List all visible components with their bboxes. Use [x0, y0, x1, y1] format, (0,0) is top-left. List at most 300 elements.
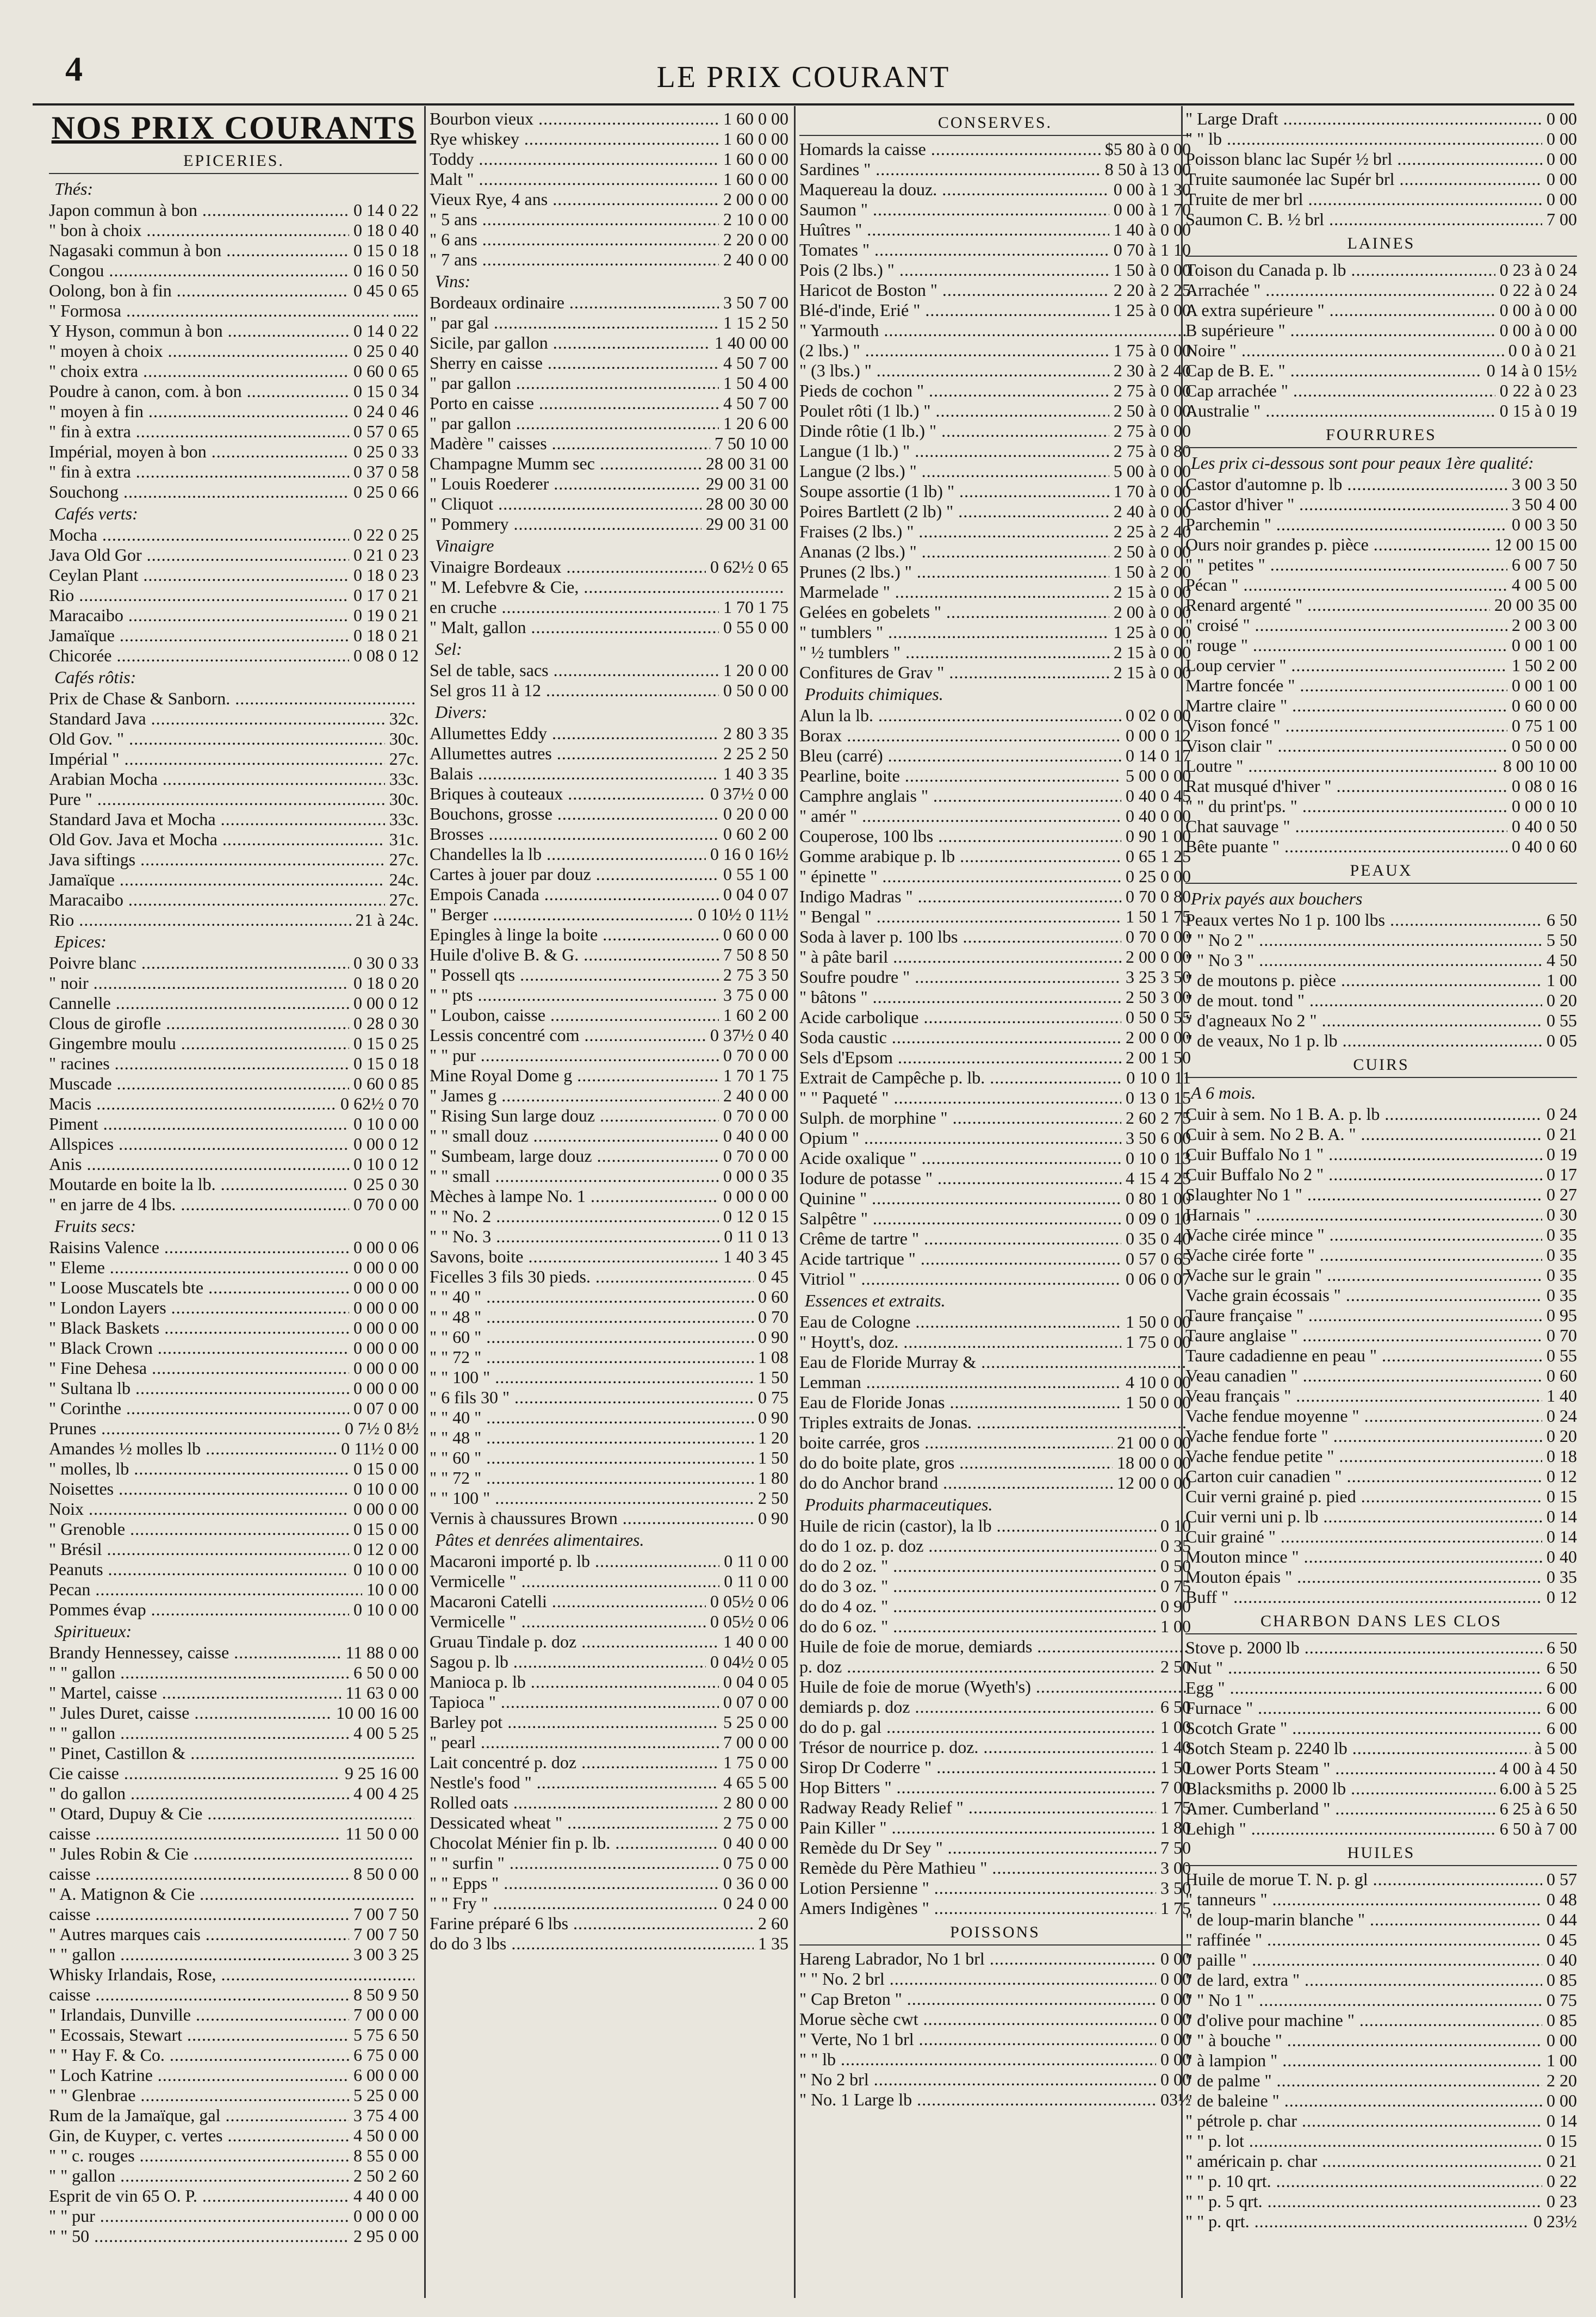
- item-name: Bordeaux ordinaire .....: [430, 293, 719, 313]
- item-name: Couperose, 100 lbs .....: [799, 826, 1121, 846]
- subsection-heading: Essences et extraits.: [805, 1291, 946, 1310]
- item-name: Opium " .....: [799, 1128, 1121, 1148]
- item-name: Sotch Steam p. 2240 lb .....: [1185, 1738, 1530, 1758]
- item-name: Vernis à chaussures Brown .....: [430, 1508, 754, 1528]
- price-row: [430, 824, 788, 844]
- price-row: [49, 1499, 419, 1519]
- item-price: 2 75 à 0 00: [1113, 421, 1191, 441]
- item-name: Sagou p. lb .....: [430, 1652, 706, 1672]
- item-price: 0 90: [758, 1327, 788, 1347]
- item-name: " Hoytt's, doz. .....: [799, 1332, 1121, 1352]
- item-name: Huile de foie de morue (Wyeth's) .....: [799, 1677, 1187, 1697]
- item-price: 0 10 0 00: [353, 1114, 419, 1133]
- item-price: 0 65 1 25: [1126, 846, 1191, 866]
- item-name: " fin à extra .....: [49, 422, 349, 442]
- price-row: [799, 1148, 1191, 1168]
- item-name: Blé-d'inde, Erié " .....: [799, 300, 1109, 320]
- item-name: Cuir verni uni p. lb .....: [1185, 1507, 1542, 1527]
- item-price: 2 00 0 00: [1126, 947, 1191, 967]
- column-1: [49, 109, 419, 2295]
- price-row: [799, 1757, 1191, 1777]
- price-row: [49, 1559, 419, 1579]
- item-price: 2 80 0 00: [723, 1793, 788, 1812]
- item-price: 0 60 0 00: [1512, 696, 1577, 715]
- item-price: 0 07 0 00: [353, 1398, 419, 1418]
- item-price: 5 25 0 00: [353, 2085, 419, 2105]
- price-row: [799, 1969, 1191, 1989]
- price-row: [430, 1873, 788, 1893]
- item-name: Congou .....: [49, 261, 349, 281]
- price-row: [430, 1893, 788, 1913]
- item-name: Haricot de Boston " .....: [799, 280, 1109, 300]
- price-row: [430, 129, 788, 149]
- item-name: Soda à laver p. 100 lbs .....: [799, 927, 1121, 947]
- item-name: " Loubon, caisse .....: [430, 1005, 719, 1025]
- item-price: 0 16 0 16½: [710, 844, 788, 864]
- item-price: 1 75 0 00: [723, 1752, 788, 1772]
- item-price: 2 95 0 00: [353, 2226, 419, 2246]
- item-name: Nagasaki commun à bon .....: [49, 240, 349, 261]
- item-name: Acide carbolique .....: [799, 1007, 1121, 1027]
- item-name: Pearline, boite .....: [799, 766, 1121, 786]
- item-name: Cuir verni grainé p. pied .....: [1185, 1486, 1542, 1507]
- item-name: Brosses .....: [430, 824, 719, 844]
- item-name: Jamaïque .....: [49, 870, 385, 890]
- item-name: Amers Indigènes " .....: [799, 1898, 1156, 1918]
- item-price: 03½: [1160, 2090, 1191, 2109]
- item-name: Standard Java .....: [49, 709, 385, 729]
- item-name: Cuir Buffalo No 1 " .....: [1185, 1144, 1542, 1164]
- price-row: [799, 1027, 1191, 1048]
- item-price: 0 60 2 00: [723, 824, 788, 844]
- subsection-heading: Spiritueux:: [54, 1621, 132, 1641]
- item-price: 6 00: [1547, 1698, 1577, 1718]
- item-name: " Fine Dehesa .....: [49, 1358, 349, 1378]
- item-name: Quinine " .....: [799, 1188, 1121, 1209]
- price-row: [1185, 1950, 1577, 1970]
- price-row: [1185, 736, 1577, 756]
- item-name: Farine préparé 6 lbs .....: [430, 1913, 754, 1934]
- item-name: Bourbon vieux .....: [430, 109, 719, 129]
- price-row: [1185, 474, 1577, 494]
- item-price: 0 62½ 0 70: [340, 1094, 419, 1113]
- price-row: [430, 1086, 788, 1106]
- price-row: [799, 967, 1191, 987]
- price-row: [430, 1247, 788, 1267]
- section-heading: CONSERVES.: [799, 111, 1191, 136]
- price-row: [799, 766, 1191, 786]
- price-row: [799, 1858, 1191, 1878]
- item-name: Hop Bitters " .....: [799, 1777, 1156, 1798]
- item-price: 0 35: [1547, 1567, 1577, 1587]
- item-name: Oolong, bon à fin .....: [49, 281, 349, 301]
- item-price: 0 35 0 40: [1126, 1229, 1191, 1248]
- price-row: [799, 1372, 1191, 1392]
- price-row: [799, 381, 1191, 401]
- item-name: Veau français " .....: [1185, 1386, 1542, 1406]
- item-price: 1 50 1 75: [1126, 907, 1191, 926]
- item-name: " Jules Duret, caisse .....: [49, 1703, 332, 1723]
- item-name: Peanuts .....: [49, 1559, 349, 1579]
- price-row: [49, 1924, 419, 1944]
- item-price: 1 50 4 00: [723, 373, 788, 393]
- price-row: [430, 433, 788, 454]
- item-name: Rat musqué d'hiver " .....: [1185, 776, 1507, 796]
- item-name: Lotion Persienne " .....: [799, 1878, 1156, 1898]
- item-price: 0 14 0 22: [353, 200, 419, 220]
- item-price: 1 35: [758, 1934, 788, 1953]
- item-name: Vinaigre Bordeaux .....: [430, 557, 706, 577]
- item-price: 0 70 0 00: [723, 1146, 788, 1166]
- item-name: Pieds de cochon " .....: [799, 381, 1109, 401]
- item-price: 0 10: [1160, 1516, 1191, 1535]
- subsection-heading: Cafés verts:: [54, 504, 138, 523]
- item-name: Noire " .....: [1185, 340, 1504, 361]
- price-row: [49, 1174, 419, 1194]
- item-price: 1 50 2 00: [1512, 655, 1577, 675]
- item-name: Rum de la Jamaïque, gal .....: [49, 2105, 349, 2126]
- item-name: Peaux vertes No 1 p. 100 lbs .....: [1185, 910, 1542, 930]
- price-row: [430, 764, 788, 784]
- item-price: [414, 1884, 419, 1904]
- item-price: 0 19: [1547, 1144, 1577, 1164]
- price-row: [1185, 189, 1577, 209]
- item-price: 2 75 3 50: [723, 965, 788, 984]
- price-row: [49, 1864, 419, 1884]
- item-name: Dinde rôtie (1 lb.) " .....: [799, 421, 1109, 441]
- item-name: " " Hay F. & Co. .....: [49, 2045, 349, 2065]
- item-name: Ficelles 3 fils 30 pieds. .....: [430, 1267, 754, 1287]
- item-name: Mocha .....: [49, 525, 349, 545]
- item-name: " amér " .....: [799, 806, 1121, 826]
- item-price: 0 00 0 12: [353, 1134, 419, 1154]
- item-name: " Sumbeam, large douz .....: [430, 1146, 719, 1166]
- price-row: [799, 705, 1191, 726]
- item-name: Poires Bartlett (2 lb) " .....: [799, 501, 1109, 522]
- price-row: [799, 1048, 1191, 1068]
- price-row: [49, 1479, 419, 1499]
- price-row: [799, 1188, 1191, 1209]
- item-name: Esprit de vin 65 O. P. .....: [49, 2186, 349, 2206]
- item-price: 2 50: [1160, 1657, 1191, 1676]
- item-name: Impérial " .....: [49, 749, 385, 769]
- item-price: 1 80: [1160, 1818, 1191, 1837]
- item-name: Vison foncé " .....: [1185, 716, 1507, 736]
- price-row: [1185, 1869, 1577, 1889]
- item-name: " Martel, caisse .....: [49, 1683, 341, 1703]
- item-price: 10 00 16 00: [336, 1703, 419, 1723]
- price-row: [1185, 595, 1577, 615]
- item-name: " " 48 " .....: [430, 1307, 754, 1327]
- item-price: 0 70: [1547, 1325, 1577, 1345]
- price-row: [1185, 1386, 1577, 1406]
- item-name: Macis .....: [49, 1094, 336, 1114]
- item-name: Truite saumonée lac Supér brl .....: [1185, 169, 1542, 189]
- item-price: 1 50 à 2 00: [1113, 562, 1191, 581]
- price-row: [49, 1459, 419, 1479]
- subsection-heading: Sel:: [435, 639, 462, 659]
- item-name: Cartes à jouer par douz .....: [430, 864, 719, 884]
- item-name: Eau de Cologne .....: [799, 1312, 1121, 1332]
- item-price: 0 20: [1547, 990, 1577, 1010]
- item-price: 6.00 à 5 25: [1499, 1779, 1577, 1798]
- item-name: " à lampion " .....: [1185, 2050, 1542, 2071]
- item-name: Gin, de Kuyper, c. vertes .....: [49, 2126, 349, 2146]
- item-price: 0 21: [1547, 1124, 1577, 1144]
- item-name: Maracaibo .....: [49, 605, 349, 625]
- item-price: 6 50: [1547, 1638, 1577, 1657]
- item-name: Allumettes autres .....: [430, 744, 719, 764]
- price-row: [49, 1154, 419, 1174]
- item-price: 0 75: [758, 1387, 788, 1407]
- item-name: Renard argenté " .....: [1185, 595, 1490, 615]
- item-price: 0 24: [1547, 1406, 1577, 1426]
- price-row: [49, 1579, 419, 1600]
- price-row: [799, 662, 1191, 683]
- item-price: 1 40: [1547, 1386, 1577, 1405]
- item-price: 0 00 0 00: [353, 1298, 419, 1317]
- item-name: Saumon " .....: [799, 200, 1109, 220]
- item-name: " " gallon .....: [49, 2166, 349, 2186]
- price-row: [799, 1269, 1191, 1289]
- price-row: [799, 1878, 1191, 1898]
- item-price: 0 10 0 00: [353, 1600, 419, 1619]
- price-row: [430, 1045, 788, 1065]
- price-row: [1185, 1587, 1577, 1607]
- item-price: 1 08: [758, 1347, 788, 1367]
- item-price: 0 60: [758, 1287, 788, 1306]
- item-name: Vache sur le grain " .....: [1185, 1265, 1542, 1285]
- price-row: [49, 1643, 419, 1663]
- item-name: " Rising Sun large douz .....: [430, 1106, 719, 1126]
- item-price: 2 50: [758, 1488, 788, 1508]
- subsection-heading: Cafés rôtis:: [54, 667, 136, 687]
- item-price: 0 50 0 00: [1512, 736, 1577, 755]
- section-heading: EPICERIES.: [49, 149, 419, 174]
- item-name: " de loup-marin blanche " .....: [1185, 1910, 1542, 1930]
- item-price: 0 75 1 00: [1512, 716, 1577, 735]
- price-row: [1185, 1205, 1577, 1225]
- item-price: 0 16 0 50: [353, 261, 419, 280]
- price-row: [49, 1683, 419, 1703]
- item-price: 0 25 0 40: [353, 341, 419, 361]
- price-row: [799, 1677, 1191, 1697]
- subsection-heading: Vins:: [435, 271, 471, 291]
- item-price: 0 75 0 00: [723, 1853, 788, 1873]
- item-price: 0 15 0 34: [353, 381, 419, 401]
- item-price: 1 00: [1547, 2050, 1577, 2070]
- item-price: 2 50 3 00: [1126, 987, 1191, 1007]
- item-name: Maquereau la douz. .....: [799, 179, 1109, 200]
- item-name: " " à bouche " .....: [1185, 2030, 1542, 2050]
- price-row: [49, 2005, 419, 2025]
- item-price: [414, 1844, 419, 1864]
- item-name: Iodure de potasse " .....: [799, 1168, 1121, 1188]
- item-price: 0 85: [1547, 1970, 1577, 1990]
- price-row: [799, 642, 1191, 662]
- item-name: Prunes .....: [49, 1418, 340, 1439]
- item-price: 7 50: [1160, 1838, 1191, 1857]
- price-row: [799, 1128, 1191, 1148]
- item-price: 0 80 1 00: [1126, 1188, 1191, 1208]
- item-price: 0 00: [1547, 149, 1577, 169]
- item-name: Standard Java et Mocha .....: [49, 809, 385, 829]
- price-row: [799, 1209, 1191, 1229]
- price-row: [1185, 1144, 1577, 1164]
- price-row: [1185, 1124, 1577, 1144]
- item-name: " d'agneaux No 2 " .....: [1185, 1011, 1542, 1031]
- item-name: Saumon C. B. ½ brl .....: [1185, 209, 1542, 230]
- price-row: [799, 1068, 1191, 1088]
- item-name: Gruau Tindale p. doz .....: [430, 1632, 719, 1652]
- item-name: do do 6 oz. " .....: [799, 1616, 1156, 1637]
- item-name: " Sultana lb .....: [49, 1378, 349, 1398]
- item-price: 0 15 à 0 19: [1499, 401, 1577, 420]
- item-name: Java Old Gor .....: [49, 545, 349, 565]
- price-row: [799, 1473, 1191, 1493]
- price-row: [799, 361, 1191, 381]
- item-price: [414, 1965, 419, 1985]
- item-name: Soda caustic .....: [799, 1027, 1121, 1048]
- price-row: [1185, 381, 1577, 401]
- item-name: Allumettes Eddy .....: [430, 723, 719, 744]
- price-row: [799, 340, 1191, 361]
- item-name: Gomme arabique p. lb .....: [799, 846, 1121, 866]
- price-row: [1185, 1718, 1577, 1738]
- item-price: 5 50: [1547, 930, 1577, 950]
- item-name: " " No. 3 .....: [430, 1226, 719, 1247]
- item-name: do do 2 oz. " .....: [799, 1556, 1156, 1576]
- item-price: 0 24 0 00: [723, 1893, 788, 1913]
- subsection-heading: Produits chimiques.: [805, 684, 943, 704]
- item-name: " M. Lefebvre & Cie, .....: [430, 577, 784, 597]
- item-price: 11 63 0 00: [345, 1683, 419, 1702]
- item-price: 30c.: [389, 729, 419, 748]
- price-row: [799, 1412, 1191, 1433]
- item-price: 0 55 1 00: [723, 864, 788, 884]
- item-name: Alun la lb. .....: [799, 705, 1121, 726]
- item-name: Madère " caisses .....: [430, 433, 710, 454]
- price-row: [1185, 1011, 1577, 1031]
- price-row: [49, 1783, 419, 1804]
- item-name: Vache fendue petite " .....: [1185, 1446, 1542, 1466]
- item-name: Ananas (2 lbs.) " .....: [799, 542, 1109, 562]
- price-row: [799, 2090, 1191, 2110]
- item-name: " " small .....: [430, 1166, 719, 1186]
- item-price: 0 30: [1547, 1205, 1577, 1224]
- price-row: [1185, 615, 1577, 635]
- price-row: [49, 769, 419, 789]
- item-price: 6 00: [1547, 1718, 1577, 1738]
- price-row: [1185, 1245, 1577, 1265]
- item-name: Egg " .....: [1185, 1678, 1542, 1698]
- item-name: Clous de girofle .....: [49, 1013, 349, 1033]
- item-name: " choix extra .....: [49, 361, 349, 381]
- item-price: 0 28 0 30: [353, 1013, 419, 1033]
- item-name: Amandes ½ molles lb .....: [49, 1439, 337, 1459]
- item-name: Vermicelle " .....: [430, 1571, 719, 1591]
- price-row: [430, 1226, 788, 1247]
- item-name: Huile de ricin (castor), la lb .....: [799, 1516, 1156, 1536]
- item-name: Indigo Madras " .....: [799, 887, 1121, 907]
- price-row: [49, 2065, 419, 2085]
- item-price: 0 25 0 00: [1126, 866, 1191, 886]
- item-price: 0 70 0 80: [1126, 887, 1191, 906]
- price-row: [49, 1985, 419, 2005]
- price-row: [430, 1347, 788, 1367]
- item-name: Taure française " .....: [1185, 1305, 1542, 1325]
- price-row: [430, 925, 788, 945]
- item-name: " " 48 " .....: [430, 1428, 754, 1448]
- price-row: [430, 1632, 788, 1652]
- item-price: 0 70 0 00: [353, 1194, 419, 1214]
- item-name: do do 1 oz. p. doz .....: [799, 1536, 1156, 1556]
- price-row: [49, 1237, 419, 1257]
- price-row: [1185, 635, 1577, 655]
- item-name: " Yarmouth .....: [799, 320, 1187, 340]
- item-price: 4 00 à 4 50: [1499, 1758, 1577, 1778]
- price-row: [430, 1186, 788, 1206]
- item-price: 0 00 0 00: [353, 1358, 419, 1378]
- price-row: [799, 1433, 1191, 1453]
- item-price: 0 05½ 0 06: [710, 1612, 788, 1631]
- price-row: [1185, 1910, 1577, 1930]
- item-price: 0 00: [1160, 1969, 1191, 1988]
- item-price: 0 36 0 00: [723, 1873, 788, 1893]
- item-price: 0 27: [1547, 1185, 1577, 1204]
- item-price: [414, 1743, 419, 1763]
- price-row: [1185, 910, 1577, 930]
- price-row: [1185, 1346, 1577, 1366]
- item-price: 0 21: [1547, 2151, 1577, 2171]
- item-name: Prunes (2 lbs.) " .....: [799, 562, 1109, 582]
- price-row: [799, 746, 1191, 766]
- price-row: [49, 850, 419, 870]
- price-row: [49, 1824, 419, 1844]
- price-row: [799, 260, 1191, 280]
- price-row: [1185, 494, 1577, 515]
- item-price: 0 10 0 12: [353, 1154, 419, 1174]
- item-price: 0 18 0 40: [353, 220, 419, 240]
- item-price: 0 00: [1547, 2030, 1577, 2050]
- price-row: [430, 393, 788, 413]
- item-price: 0 17 0 21: [353, 585, 419, 605]
- item-price: 4 10 0 00: [1126, 1372, 1191, 1392]
- price-row: [49, 953, 419, 973]
- price-row: [799, 280, 1191, 300]
- item-name: " Corinthe .....: [49, 1398, 349, 1418]
- item-name: caisse .....: [49, 1824, 341, 1844]
- price-row: [430, 313, 788, 333]
- price-row: [1185, 1031, 1577, 1051]
- item-price: 0 00: [1160, 2029, 1191, 2049]
- price-row: [799, 1798, 1191, 1818]
- item-name: Stove p. 2000 lb .....: [1185, 1638, 1542, 1658]
- item-name: " Formosa .....: [49, 301, 388, 321]
- item-price: 0 90: [758, 1508, 788, 1528]
- item-price: 0 13 0 15: [1126, 1088, 1191, 1107]
- item-name: do do 4 oz. " .....: [799, 1596, 1156, 1616]
- item-price: 0 04 0 07: [723, 884, 788, 904]
- item-name: Amer. Cumberland " .....: [1185, 1799, 1495, 1819]
- price-row: [1185, 837, 1577, 857]
- item-name: " à pâte baril .....: [799, 947, 1121, 967]
- price-row: [1185, 816, 1577, 837]
- price-row: [49, 2025, 419, 2045]
- item-name: Allspices .....: [49, 1134, 349, 1154]
- price-row: [799, 1818, 1191, 1838]
- item-name: Barley pot .....: [430, 1712, 719, 1732]
